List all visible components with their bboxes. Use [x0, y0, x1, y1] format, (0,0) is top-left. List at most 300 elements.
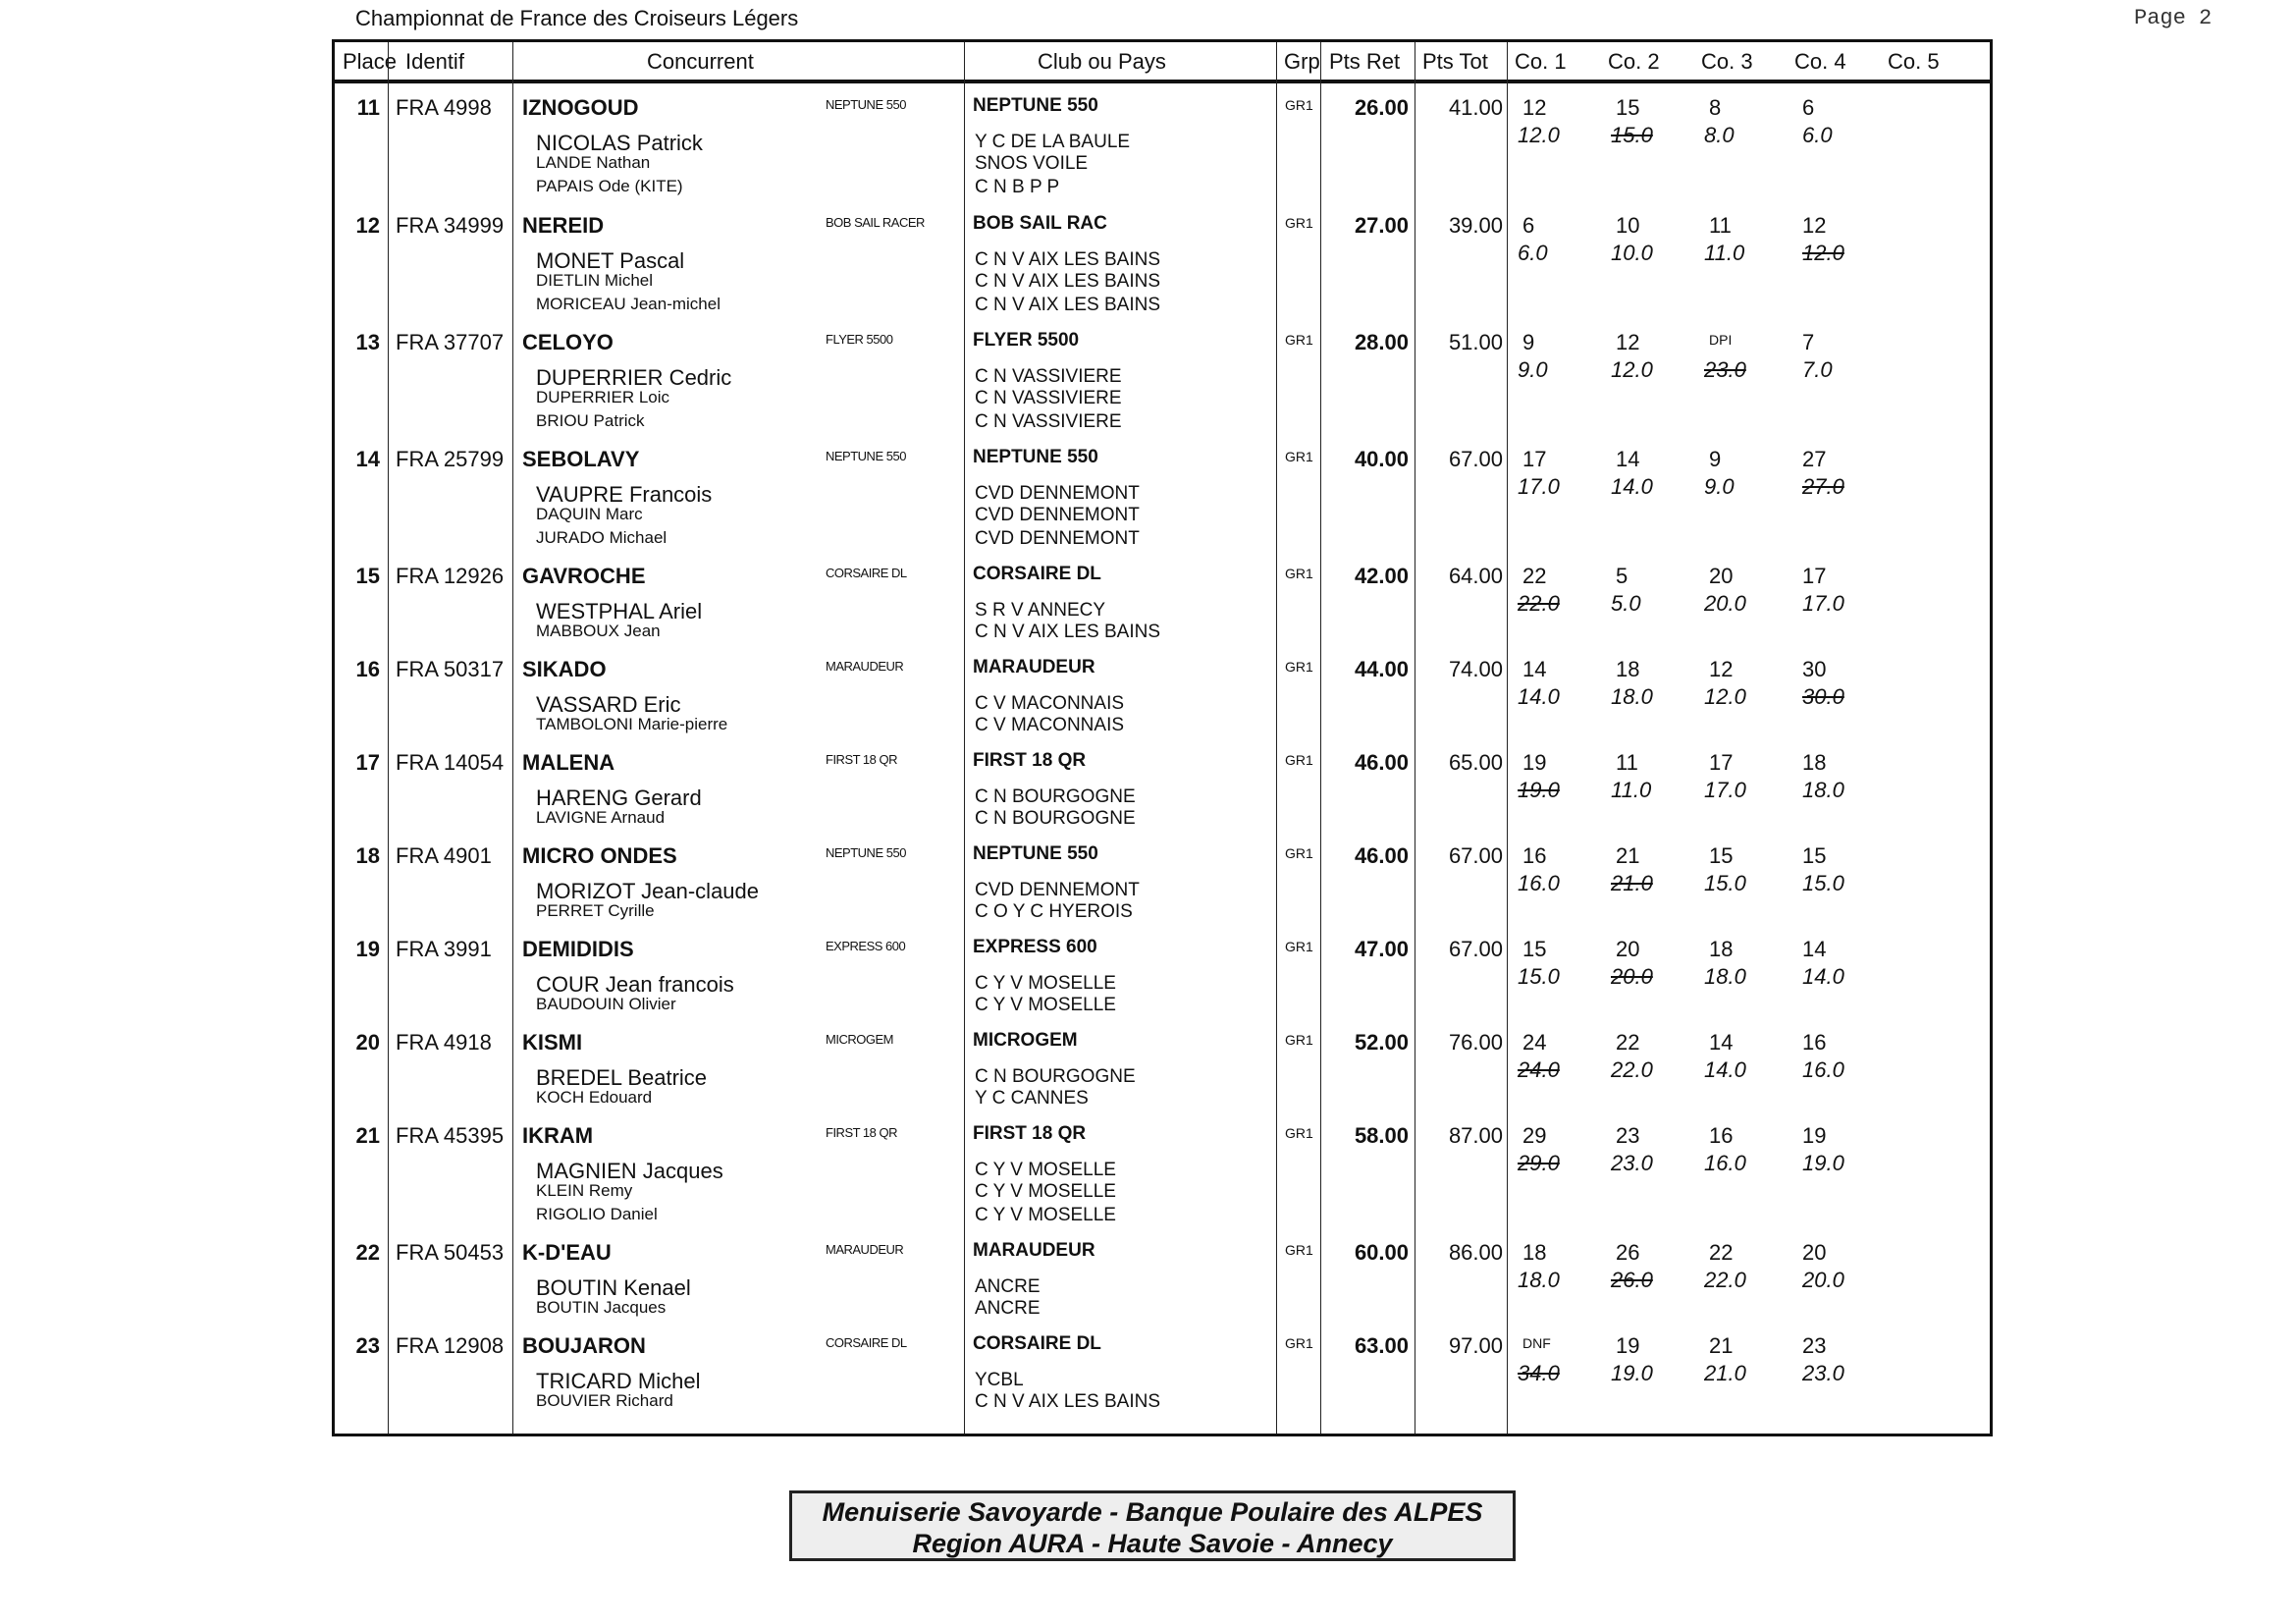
race-points-discarded: 23.0	[1704, 357, 1746, 382]
sail-number: FRA 12908	[396, 1333, 505, 1358]
race-rank: 30	[1802, 657, 1827, 681]
sail-number: FRA 37707	[396, 330, 505, 354]
pts-total: 67.00	[1448, 937, 1503, 961]
pts-total: 74.00	[1448, 657, 1503, 681]
boat-name: SEBOLAVY	[522, 447, 640, 471]
place-number: 21	[355, 1123, 380, 1148]
crew-club: Y C DE LA BAULE	[975, 132, 1131, 152]
crew-name: TAMBOLONI Marie-pierre	[536, 715, 728, 733]
document-title: Championnat de France des Croiseurs Légers	[355, 6, 799, 30]
crew-club: C N B P P	[975, 177, 1060, 197]
group: GR1	[1285, 1242, 1313, 1258]
col-header-place: Place	[343, 49, 398, 74]
race-rank: 12	[1616, 330, 1640, 354]
boat-class: NEPTUNE 550	[973, 95, 1098, 116]
crew-club: Y C CANNES	[975, 1088, 1089, 1109]
boat-name: GAVROCHE	[522, 564, 646, 588]
skipper-name: DUPERRIER Cedric	[536, 365, 732, 390]
boat-name: K-D'EAU	[522, 1240, 612, 1265]
race-points-discarded: 34.0	[1518, 1361, 1560, 1385]
crew-club: CVD DENNEMONT	[975, 880, 1140, 900]
crew-name: JURADO Michael	[536, 528, 667, 547]
crew-club: CVD DENNEMONT	[975, 528, 1140, 549]
crew-club: C O Y C HYEROIS	[975, 901, 1133, 922]
page-number: Page 2	[2134, 6, 2213, 30]
race-rank: 18	[1616, 657, 1640, 681]
race-rank: 17	[1709, 750, 1734, 775]
col-header-club: Club ou Pays	[1038, 49, 1166, 74]
race-points: 16.0	[1704, 1151, 1746, 1175]
sail-number: FRA 34999	[396, 213, 505, 238]
skipper-name: MAGNIEN Jacques	[536, 1159, 723, 1183]
race-points: 8.0	[1704, 123, 1735, 147]
crew-name: LANDE Nathan	[536, 153, 651, 172]
col-header-concurrent: Concurrent	[647, 49, 754, 74]
skipper-name: MONET Pascal	[536, 248, 685, 273]
race-points: 6.0	[1802, 123, 1833, 147]
group: GR1	[1285, 566, 1313, 581]
boat-class: NEPTUNE 550	[973, 843, 1098, 864]
boat-name: BOUJARON	[522, 1333, 646, 1358]
boat-class: CORSAIRE DL	[973, 564, 1101, 584]
race-points: 20.0	[1802, 1268, 1844, 1292]
race-points: 22.0	[1611, 1057, 1653, 1082]
boat-class: MARAUDEUR	[973, 1240, 1095, 1261]
race-points-discarded: 22.0	[1518, 591, 1560, 616]
place-number: 23	[355, 1333, 380, 1358]
race-rank: 12	[1802, 213, 1827, 238]
pts-retained: 42.00	[1354, 564, 1409, 588]
race-rank: 15	[1616, 95, 1640, 120]
pts-total: 67.00	[1448, 447, 1503, 471]
crew-name: DUPERRIER Loic	[536, 388, 670, 406]
race-points: 12.0	[1518, 123, 1560, 147]
boat-name: MALENA	[522, 750, 615, 775]
sail-number: FRA 4901	[396, 843, 492, 868]
pts-retained: 52.00	[1354, 1030, 1409, 1055]
crew-club: ANCRE	[975, 1276, 1041, 1297]
race-points: 14.0	[1802, 964, 1844, 989]
pts-total: 86.00	[1448, 1240, 1503, 1265]
crew-name: DAQUIN Marc	[536, 505, 643, 523]
race-rank: 14	[1522, 657, 1547, 681]
race-rank: 14	[1616, 447, 1640, 471]
race-points-discarded: 20.0	[1611, 964, 1653, 989]
pts-total: 64.00	[1448, 564, 1503, 588]
skipper-name: BOUTIN Kenael	[536, 1275, 691, 1300]
result-row	[335, 330, 1990, 447]
crew-name: DIETLIN Michel	[536, 271, 654, 290]
place-number: 20	[355, 1030, 380, 1055]
col-header-co5: Co. 5	[1888, 49, 1940, 74]
race-rank: 22	[1616, 1030, 1640, 1055]
race-points: 14.0	[1518, 684, 1560, 709]
crew-name: BRIOU Patrick	[536, 411, 645, 430]
boat-class: EXPRESS 600	[973, 937, 1097, 957]
race-rank: 6	[1522, 213, 1535, 238]
boat-type: EXPRESS 600	[826, 939, 906, 953]
crew-club: SNOS VOILE	[975, 153, 1089, 174]
race-points: 5.0	[1611, 591, 1641, 616]
race-points-discarded: 12.0	[1802, 241, 1844, 265]
pts-total: 65.00	[1448, 750, 1503, 775]
pts-total: 67.00	[1448, 843, 1503, 868]
pts-retained: 46.00	[1354, 750, 1409, 775]
crew-club: C N VASSIVIERE	[975, 388, 1122, 408]
pts-retained: 47.00	[1354, 937, 1409, 961]
race-points: 15.0	[1704, 871, 1746, 895]
race-rank: 16	[1802, 1030, 1827, 1055]
race-rank: 20	[1709, 564, 1734, 588]
col-header-grp: Grp	[1284, 49, 1320, 74]
boat-class: NEPTUNE 550	[973, 447, 1098, 467]
boat-name: DEMIDIDIS	[522, 937, 634, 961]
crew-club: YCBL	[975, 1370, 1024, 1390]
race-points: 9.0	[1518, 357, 1548, 382]
race-rank: 22	[1709, 1240, 1734, 1265]
boat-name: IZNOGOUD	[522, 95, 639, 120]
crew-club: C N BOURGOGNE	[975, 786, 1136, 807]
race-points: 12.0	[1611, 357, 1653, 382]
result-row	[335, 1123, 1990, 1240]
boat-class: FIRST 18 QR	[973, 750, 1087, 771]
crew-name: LAVIGNE Arnaud	[536, 808, 666, 827]
sail-number: FRA 50317	[396, 657, 505, 681]
boat-name: IKRAM	[522, 1123, 594, 1148]
group: GR1	[1285, 1032, 1313, 1048]
crew-club: C N V AIX LES BAINS	[975, 271, 1161, 292]
boat-class: MICROGEM	[973, 1030, 1078, 1051]
crew-club: C V MACONNAIS	[975, 693, 1125, 714]
crew-club: CVD DENNEMONT	[975, 483, 1140, 504]
race-points: 20.0	[1704, 591, 1746, 616]
race-points: 17.0	[1518, 474, 1560, 499]
race-points-discarded: 19.0	[1518, 778, 1560, 802]
race-rank: 23	[1616, 1123, 1640, 1148]
crew-club: C N V AIX LES BAINS	[975, 295, 1161, 315]
race-points: 12.0	[1704, 684, 1746, 709]
pts-retained: 27.00	[1354, 213, 1409, 238]
col-header-co1: Co. 1	[1515, 49, 1567, 74]
race-points: 21.0	[1704, 1361, 1746, 1385]
boat-name: CELOYO	[522, 330, 614, 354]
group: GR1	[1285, 1335, 1313, 1351]
race-rank: 23	[1802, 1333, 1827, 1358]
race-rank: 18	[1802, 750, 1827, 775]
boat-name: SIKADO	[522, 657, 607, 681]
race-rank: 15	[1522, 937, 1547, 961]
sponsor-banner	[789, 1490, 1516, 1561]
col-header-co3: Co. 3	[1701, 49, 1753, 74]
sail-number: FRA 50453	[396, 1240, 505, 1265]
race-points: 19.0	[1802, 1151, 1844, 1175]
place-number: 14	[355, 447, 380, 471]
pts-retained: 63.00	[1354, 1333, 1409, 1358]
crew-club: C Y V MOSELLE	[975, 1181, 1116, 1202]
boat-class: FIRST 18 QR	[973, 1123, 1087, 1144]
crew-club: C Y V MOSELLE	[975, 973, 1116, 994]
skipper-name: MORIZOT Jean-claude	[536, 879, 760, 903]
race-rank: 9	[1522, 330, 1535, 354]
crew-club: C N BOURGOGNE	[975, 1066, 1136, 1087]
race-points: 18.0	[1518, 1268, 1560, 1292]
col-header-co2: Co. 2	[1608, 49, 1660, 74]
race-points: 19.0	[1611, 1361, 1653, 1385]
group: GR1	[1285, 449, 1313, 464]
group: GR1	[1285, 752, 1313, 768]
race-rank: 10	[1616, 213, 1640, 238]
boat-type: MARAUDEUR	[826, 1242, 904, 1257]
race-rank: 19	[1802, 1123, 1827, 1148]
race-points: 6.0	[1518, 241, 1548, 265]
sail-number: FRA 4998	[396, 95, 492, 120]
race-points-discarded: 21.0	[1611, 871, 1653, 895]
race-rank: 11	[1616, 750, 1638, 775]
race-rank: DPI	[1709, 332, 1733, 348]
race-points: 9.0	[1704, 474, 1735, 499]
race-points: 18.0	[1611, 684, 1653, 709]
race-rank: 16	[1709, 1123, 1734, 1148]
race-rank: 26	[1616, 1240, 1640, 1265]
race-rank: 15	[1802, 843, 1827, 868]
crew-name: KLEIN Remy	[536, 1181, 633, 1200]
place-number: 13	[355, 330, 380, 354]
boat-type: FIRST 18 QR	[826, 1125, 898, 1140]
col-header-pts-ret: Pts Ret	[1329, 49, 1401, 74]
result-row	[335, 564, 1990, 657]
crew-club: CVD DENNEMONT	[975, 505, 1140, 525]
pts-total: 41.00	[1448, 95, 1503, 120]
race-points-discarded: 26.0	[1611, 1268, 1653, 1292]
skipper-name: BREDEL Beatrice	[536, 1065, 708, 1090]
group: GR1	[1285, 939, 1313, 954]
race-points: 17.0	[1704, 778, 1746, 802]
result-row	[335, 95, 1990, 213]
race-points: 15.0	[1802, 871, 1844, 895]
crew-club: C Y V MOSELLE	[975, 1205, 1116, 1225]
race-points: 14.0	[1611, 474, 1653, 499]
crew-club: C N V AIX LES BAINS	[975, 249, 1161, 270]
group: GR1	[1285, 332, 1313, 348]
crew-name: RIGOLIO Daniel	[536, 1205, 658, 1223]
crew-name: MORICEAU Jean-michel	[536, 295, 721, 313]
race-points-discarded: 15.0	[1611, 123, 1653, 147]
race-points: 16.0	[1802, 1057, 1844, 1082]
place-number: 19	[355, 937, 380, 961]
race-rank: DNF	[1522, 1335, 1551, 1351]
race-rank: 20	[1616, 937, 1640, 961]
boat-type: FLYER 5500	[826, 332, 893, 347]
boat-class: CORSAIRE DL	[973, 1333, 1101, 1354]
pts-retained: 60.00	[1354, 1240, 1409, 1265]
skipper-name: VAUPRE Francois	[536, 482, 713, 507]
crew-name: BOUVIER Richard	[536, 1391, 673, 1410]
race-points: 10.0	[1611, 241, 1653, 265]
skipper-name: VASSARD Eric	[536, 692, 681, 717]
race-rank: 11	[1709, 213, 1732, 238]
result-row	[335, 750, 1990, 843]
pts-retained: 58.00	[1354, 1123, 1409, 1148]
result-row	[335, 657, 1990, 750]
pts-retained: 46.00	[1354, 843, 1409, 868]
boat-class: MARAUDEUR	[973, 657, 1095, 677]
table-header	[335, 42, 1990, 83]
crew-name: PERRET Cyrille	[536, 901, 655, 920]
race-points-discarded: 29.0	[1518, 1151, 1560, 1175]
race-rank: 24	[1522, 1030, 1547, 1055]
race-points: 23.0	[1611, 1151, 1653, 1175]
crew-name: KOCH Edouard	[536, 1088, 653, 1107]
race-rank: 7	[1802, 330, 1815, 354]
sail-number: FRA 45395	[396, 1123, 505, 1148]
race-rank: 22	[1522, 564, 1547, 588]
sail-number: FRA 3991	[396, 937, 492, 961]
crew-name: PAPAIS Ode (KITE)	[536, 177, 683, 195]
boat-type: CORSAIRE DL	[826, 1335, 907, 1350]
race-points: 22.0	[1704, 1268, 1746, 1292]
race-rank: 19	[1522, 750, 1547, 775]
sail-number: FRA 14054	[396, 750, 505, 775]
group: GR1	[1285, 659, 1313, 675]
sponsor-line-1: Menuiserie Savoyarde - Banque Poulaire des ALPES	[822, 1497, 1483, 1527]
crew-name: MABBOUX Jean	[536, 622, 661, 640]
race-points: 15.0	[1518, 964, 1560, 989]
pts-retained: 44.00	[1354, 657, 1409, 681]
result-row	[335, 1240, 1990, 1333]
crew-club: C N VASSIVIERE	[975, 366, 1122, 387]
skipper-name: HARENG Gerard	[536, 785, 702, 810]
skipper-name: WESTPHAL Ariel	[536, 599, 703, 623]
result-row	[335, 447, 1990, 564]
group: GR1	[1285, 215, 1313, 231]
race-rank: 14	[1709, 1030, 1734, 1055]
race-rank: 12	[1709, 657, 1734, 681]
sponsor-line-2: Region AURA - Haute Savoie - Annecy	[912, 1529, 1393, 1558]
group: GR1	[1285, 1125, 1313, 1141]
race-points: 18.0	[1704, 964, 1746, 989]
crew-club: ANCRE	[975, 1298, 1041, 1319]
race-rank: 8	[1709, 95, 1722, 120]
boat-type: MARAUDEUR	[826, 659, 904, 674]
place-number: 18	[355, 843, 380, 868]
place-number: 15	[355, 564, 380, 588]
boat-name: NEREID	[522, 213, 605, 238]
place-number: 12	[355, 213, 380, 238]
pts-total: 39.00	[1448, 213, 1503, 238]
race-rank: 29	[1522, 1123, 1547, 1148]
boat-type: NEPTUNE 550	[826, 845, 906, 860]
race-points: 17.0	[1802, 591, 1844, 616]
boat-class: FLYER 5500	[973, 330, 1080, 351]
race-points: 23.0	[1802, 1361, 1844, 1385]
boat-type: MICROGEM	[826, 1032, 893, 1047]
pts-total: 51.00	[1448, 330, 1503, 354]
race-rank: 18	[1709, 937, 1734, 961]
race-rank: 21	[1709, 1333, 1734, 1358]
result-row	[335, 937, 1990, 1030]
pts-total: 76.00	[1448, 1030, 1503, 1055]
race-rank: 18	[1522, 1240, 1547, 1265]
crew-club: S R V ANNECY	[975, 600, 1106, 621]
pts-total: 97.00	[1448, 1333, 1503, 1358]
race-rank: 27	[1802, 447, 1827, 471]
race-points: 11.0	[1704, 241, 1745, 265]
skipper-name: TRICARD Michel	[536, 1369, 701, 1393]
place-number: 16	[355, 657, 380, 681]
col-header-pts-tot: Pts Tot	[1422, 49, 1488, 74]
crew-club: C V MACONNAIS	[975, 715, 1125, 735]
pts-retained: 26.00	[1354, 95, 1409, 120]
race-rank: 6	[1802, 95, 1815, 120]
boat-name: MICRO ONDES	[522, 843, 677, 868]
sail-number: FRA 4918	[396, 1030, 492, 1055]
result-row	[335, 213, 1990, 330]
crew-club: C N BOURGOGNE	[975, 808, 1136, 829]
result-row	[335, 843, 1990, 937]
place-number: 17	[355, 750, 380, 775]
crew-name: BAUDOUIN Olivier	[536, 995, 676, 1013]
crew-name: BOUTIN Jacques	[536, 1298, 667, 1317]
race-rank: 20	[1802, 1240, 1827, 1265]
sail-number: FRA 12926	[396, 564, 505, 588]
race-points-discarded: 24.0	[1518, 1057, 1560, 1082]
result-row	[335, 1333, 1990, 1427]
race-points: 7.0	[1802, 357, 1833, 382]
pts-retained: 40.00	[1354, 447, 1409, 471]
sail-number: FRA 25799	[396, 447, 505, 471]
boat-type: FIRST 18 QR	[826, 752, 898, 767]
pts-total: 87.00	[1448, 1123, 1503, 1148]
race-points: 16.0	[1518, 871, 1560, 895]
col-header-co4: Co. 4	[1794, 49, 1846, 74]
pts-retained: 28.00	[1354, 330, 1409, 354]
race-rank: 5	[1616, 564, 1629, 588]
place-number: 22	[355, 1240, 380, 1265]
race-points-discarded: 27.0	[1802, 474, 1844, 499]
crew-club: C Y V MOSELLE	[975, 1160, 1116, 1180]
race-rank: 16	[1522, 843, 1547, 868]
group: GR1	[1285, 845, 1313, 861]
race-points: 14.0	[1704, 1057, 1746, 1082]
race-rank: 19	[1616, 1333, 1640, 1358]
race-points-discarded: 30.0	[1802, 684, 1844, 709]
race-rank: 15	[1709, 843, 1734, 868]
race-points: 11.0	[1611, 778, 1652, 802]
boat-class: BOB SAIL RAC	[973, 213, 1107, 234]
skipper-name: NICOLAS Patrick	[536, 131, 703, 155]
boat-type: NEPTUNE 550	[826, 97, 906, 112]
race-rank: 17	[1802, 564, 1827, 588]
boat-type: CORSAIRE DL	[826, 566, 907, 580]
boat-name: KISMI	[522, 1030, 583, 1055]
crew-club: C N V AIX LES BAINS	[975, 1391, 1161, 1412]
col-header-identif: Identif	[405, 49, 464, 74]
skipper-name: COUR Jean francois	[536, 972, 734, 997]
race-points: 18.0	[1802, 778, 1844, 802]
results-table	[332, 39, 1993, 1436]
race-rank: 21	[1616, 843, 1640, 868]
race-rank: 12	[1522, 95, 1547, 120]
crew-club: C N VASSIVIERE	[975, 411, 1122, 432]
result-row	[335, 1030, 1990, 1123]
group: GR1	[1285, 97, 1313, 113]
place-number: 11	[356, 95, 380, 120]
race-rank: 14	[1802, 937, 1827, 961]
boat-type: NEPTUNE 550	[826, 449, 906, 463]
boat-type: BOB SAIL RACER	[826, 215, 925, 230]
race-rank: 17	[1522, 447, 1547, 471]
crew-club: C N V AIX LES BAINS	[975, 622, 1161, 642]
